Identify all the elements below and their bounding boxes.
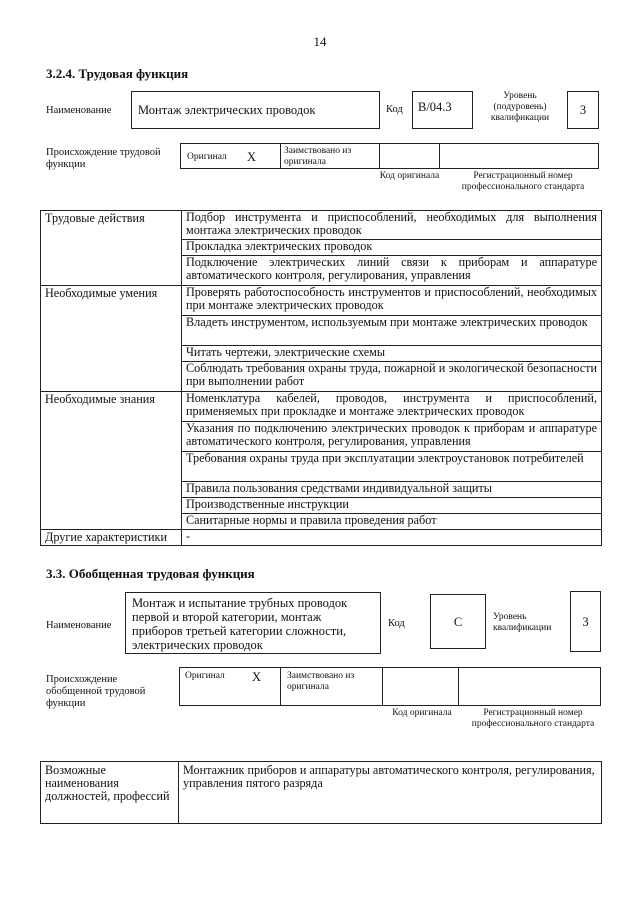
positions-value: Монтажник приборов и аппаратуры автоматического контроля, регулирования, управления пятого разряда — [179, 762, 602, 824]
code-value-324: B/04.3 — [412, 91, 473, 129]
code-value-33: C — [430, 594, 486, 649]
original-label-324: Оригинал — [187, 152, 227, 162]
reg-number-cell-33 — [458, 667, 601, 706]
page-number: 14 — [313, 34, 327, 49]
name-label-33: Наименование — [46, 620, 112, 631]
section-heading-33: 3.3. Обобщенная трудовая функция — [46, 566, 255, 581]
positions-table — [40, 761, 602, 824]
level-label-33: Уровень квалификации — [493, 612, 552, 633]
item-cell: Производственные инструкции — [182, 498, 602, 514]
item-cell: Подключение электрических линий связи к приборам и аппаратуре автоматического контроля, регулирования, управления — [182, 256, 602, 286]
labor-function-table — [40, 210, 602, 546]
original-mark-33: X — [252, 670, 262, 684]
item-cell: Прокладка электрических проводок — [182, 240, 602, 256]
item-cell: Правила пользования средствами индивидуальной защиты — [182, 482, 602, 498]
origin-code-cell-33 — [382, 667, 459, 706]
reg-number-cell-324 — [439, 143, 599, 169]
item-cell: - — [182, 530, 602, 546]
item-cell: Читать чертежи, электрические схемы — [182, 346, 602, 362]
origin-code-label-324: Код оригинала — [379, 171, 440, 181]
borrowed-cell-324: Заимствовано из оригинала — [280, 143, 380, 169]
reg-number-label-324: Регистрационный номер профессионального стандарта — [461, 171, 585, 192]
original-cell-33 — [179, 667, 281, 706]
origin-label-33: Происхождение обобщенной трудовой функции — [46, 674, 146, 709]
item-cell: Номенклатура кабелей, проводов, инструмента и приспособлений, применяемых при прокладке и монтаже электрических проводок — [182, 392, 602, 422]
section-heading-324: 3.2.4. Трудовая функция — [46, 66, 189, 81]
category-cell: Другие характеристики — [41, 530, 182, 546]
original-label-33: Оригинал — [185, 671, 225, 681]
level-value-33: 3 — [570, 591, 601, 652]
reg-number-label-33: Регистрационный номер профессионального стандарта — [471, 708, 595, 729]
name-value-33: Монтаж и испытание трубных проводок первой и второй категории, монтаж приборов третьей категории сложности, электрических проводок — [125, 592, 381, 654]
original-cell-324 — [180, 143, 281, 169]
category-cell: Необходимые умения — [41, 286, 182, 392]
code-label-33: Код — [388, 618, 405, 629]
origin-code-label-33: Код оригинала — [392, 708, 452, 718]
item-cell: Подбор инструмента и приспособлений, необходимых для выполнения монтажа электрических проводок — [182, 211, 602, 240]
code-label-324: Код — [386, 104, 403, 115]
level-label-324: Уровень (подуровень) квалификации — [490, 91, 550, 123]
category-cell: Необходимые знания — [41, 392, 182, 530]
item-cell: Санитарные нормы и правила проведения работ — [182, 514, 602, 530]
category-cell: Трудовые действия — [41, 211, 182, 286]
original-mark-324: X — [247, 150, 257, 164]
level-value-324: 3 — [567, 91, 599, 129]
item-cell: Проверять работоспособность инструментов и приспособлений, необходимых при монтаже электрических проводок — [182, 286, 602, 316]
item-cell: Соблюдать требования охраны труда, пожарной и экологической безопасности при выполнении работ — [182, 362, 602, 392]
item-cell: Владеть инструментом, используемым при монтаже электрических проводок — [182, 316, 602, 346]
name-label-324: Наименование — [46, 105, 112, 116]
name-value-324: Монтаж электрических проводок — [131, 91, 380, 129]
item-cell: Указания по подключению электрических проводок к приборам и аппаратуре автоматического контроля, регулирования, управления — [182, 422, 602, 452]
borrowed-cell-33: Заимствовано из оригинала — [280, 667, 383, 706]
origin-code-cell-324 — [379, 143, 440, 169]
item-cell: Требования охраны труда при эксплуатации электроустановок потребителей — [182, 452, 602, 482]
origin-label-324: Происхождение трудовой функции — [46, 147, 161, 170]
positions-label: Возможные наименования должностей, профессий — [41, 762, 179, 824]
